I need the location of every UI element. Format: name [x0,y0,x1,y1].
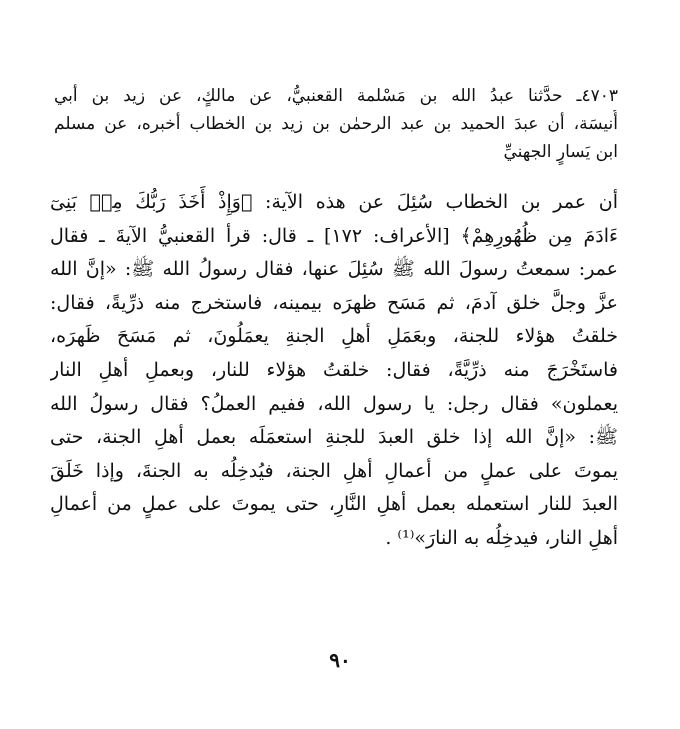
matn-line: ءَادَمَ مِن ظُهُورِهِمْ﴾ [الأعراف: ١٧٢] ـ قال: قرأ القعنبيُّ الآيةَ ـ فقال [50,224,618,247]
matn-line: أن عمر بن الخطاب سُئِلَ عن هذه الآية: ﴿وَإِذْ أَخَذَ رَبُّكَ مِنۢ بَنِىٓ [50,191,618,213]
matn-line: عزَّ وجلَّ خلق آدمَ، ثم مَسَح ظهرَه بيمينه، فاستخرج منه ذرِّيةً، فقال: [50,291,618,314]
isnad-line: ٤٧٠٣ـ حدَّثنا عبدُ الله بن مَسْلمة القعنبيُّ، عن مالكٍ، عن زيد بن أبي [54,86,618,106]
matn-line: عمر: سمعتُ رسولَ الله ﷺ سُئِلَ عنها، فقال رسولُ الله ﷺ: «إنَّ الله [50,258,618,281]
matn-line: العبدَ للنار استعمله بعمل أهلِ النَّارِ، حتى يموتَ على عملٍ من أعمالِ [50,493,618,516]
matn-line: خلقتُ هؤلاء للجنة، وبعَمَلِ أهلِ الجنةِ يعمَلُونَ، ثم مَسَحَ ظَهرَه، [50,325,618,348]
matn-line: فاستَخْرَجَ منه ذرِّيَّةً، فقال: خلقتُ هؤلاء للنار، وبعملِ أهلِ النار [50,358,618,381]
matn-line: أهلِ النار، فيدخِلُه به النارَ»⁽¹⁾ . [385,526,618,549]
hadith-isnad [54,82,618,166]
page-number: ٩٠ [329,648,351,672]
matn-line: يعملون» فقال رجل: يا رسول الله، ففيم العملُ؟ فقال رسولُ الله [50,392,618,415]
hadith-matn [50,186,618,556]
isnad-line: ابن يَسارٍ الجهنيِّ [503,142,618,162]
matn-line: ﷺ: «إنَّ الله إذا خلق العبدَ للجنةِ استعمَلَه بعمل أهلِ الجنة، حتى [50,426,618,449]
matn-line: يموتَ على عملٍ من أعمالِ أهلِ الجنة، فيُدخِلُه به الجنةَ، وإذا خَلَقَ [50,459,618,482]
isnad-line: أُنيسَة، أن عبدَ الحميد بن عبد الرحمٰن بن زيد بن الخطاب أخبره، عن مسلم [54,114,618,134]
